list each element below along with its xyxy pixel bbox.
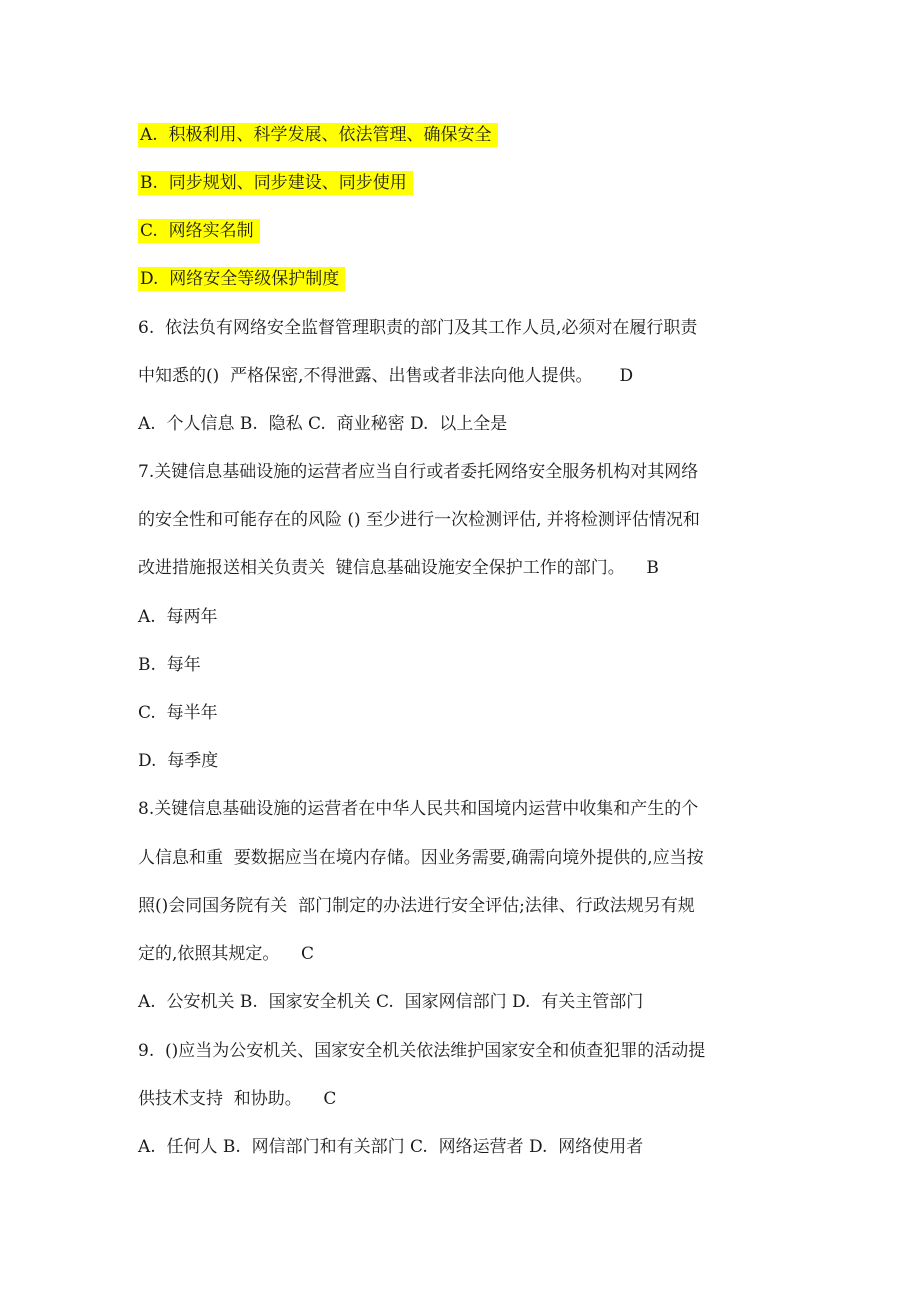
highlight: B. 同步规划、同步建设、同步使用 xyxy=(138,171,413,195)
option-b-highlighted xyxy=(138,170,413,196)
q7-option-b: B. 每年 xyxy=(138,655,201,675)
q6-line-2: 中知悉的() 严格保密,不得泄露、出售或者非法向他人提供。 D xyxy=(138,366,634,386)
q9-line-2: 供技术支持 和协助。 C xyxy=(138,1089,337,1109)
q7-line-3: 改进措施报送相关负责关 键信息基础设施安全保护工作的部门。 B xyxy=(138,558,659,578)
q7-line-2: 的安全性和可能存在的风险 () 至少进行一次检测评估, 并将检测评估情况和 xyxy=(138,510,700,530)
q7-option-a: A. 每两年 xyxy=(138,607,218,627)
q8-line-3: 照()会同国务院有关 部门制定的办法进行安全评估;法律、行政法规另有规 xyxy=(138,896,695,916)
q6-options: A. 个人信息 B. 隐私 C. 商业秘密 D. 以上全是 xyxy=(138,414,508,434)
q9-line-1: 9. ()应当为公安机关、国家安全机关依法维护国家安全和侦查犯罪的活动提 xyxy=(138,1041,706,1061)
q8-line-4: 定的,依照其规定。 C xyxy=(138,944,315,964)
q8-line-1: 8.关键信息基础设施的运营者在中华人民共和国境内运营中收集和产生的个 xyxy=(138,799,699,819)
highlight: D. 网络安全等级保护制度 xyxy=(138,267,345,291)
highlight: C. 网络实名制 xyxy=(138,219,260,243)
highlight: A. 积极利用、科学发展、依法管理、确保安全 xyxy=(138,123,498,147)
q6-line-1: 6. 依法负有网络安全监督管理职责的部门及其工作人员,必须对在履行职责 xyxy=(138,318,698,338)
q7-option-d: D. 每季度 xyxy=(138,751,219,771)
option-d-highlighted xyxy=(138,266,345,292)
q9-options: A. 任何人 B. 网信部门和有关部门 C. 网络运营者 D. 网络使用者 xyxy=(138,1137,644,1157)
q7-line-1: 7.关键信息基础设施的运营者应当自行或者委托网络安全服务机构对其网络 xyxy=(138,462,699,482)
q7-option-c: C. 每半年 xyxy=(138,703,218,723)
q8-line-2: 人信息和重 要数据应当在境内存储。因业务需要,确需向境外提供的,应当按 xyxy=(138,848,704,868)
q8-options: A. 公安机关 B. 国家安全机关 C. 国家网信部门 D. 有关主管部门 xyxy=(138,992,644,1012)
option-a-highlighted xyxy=(138,122,498,148)
option-c-highlighted xyxy=(138,218,260,244)
